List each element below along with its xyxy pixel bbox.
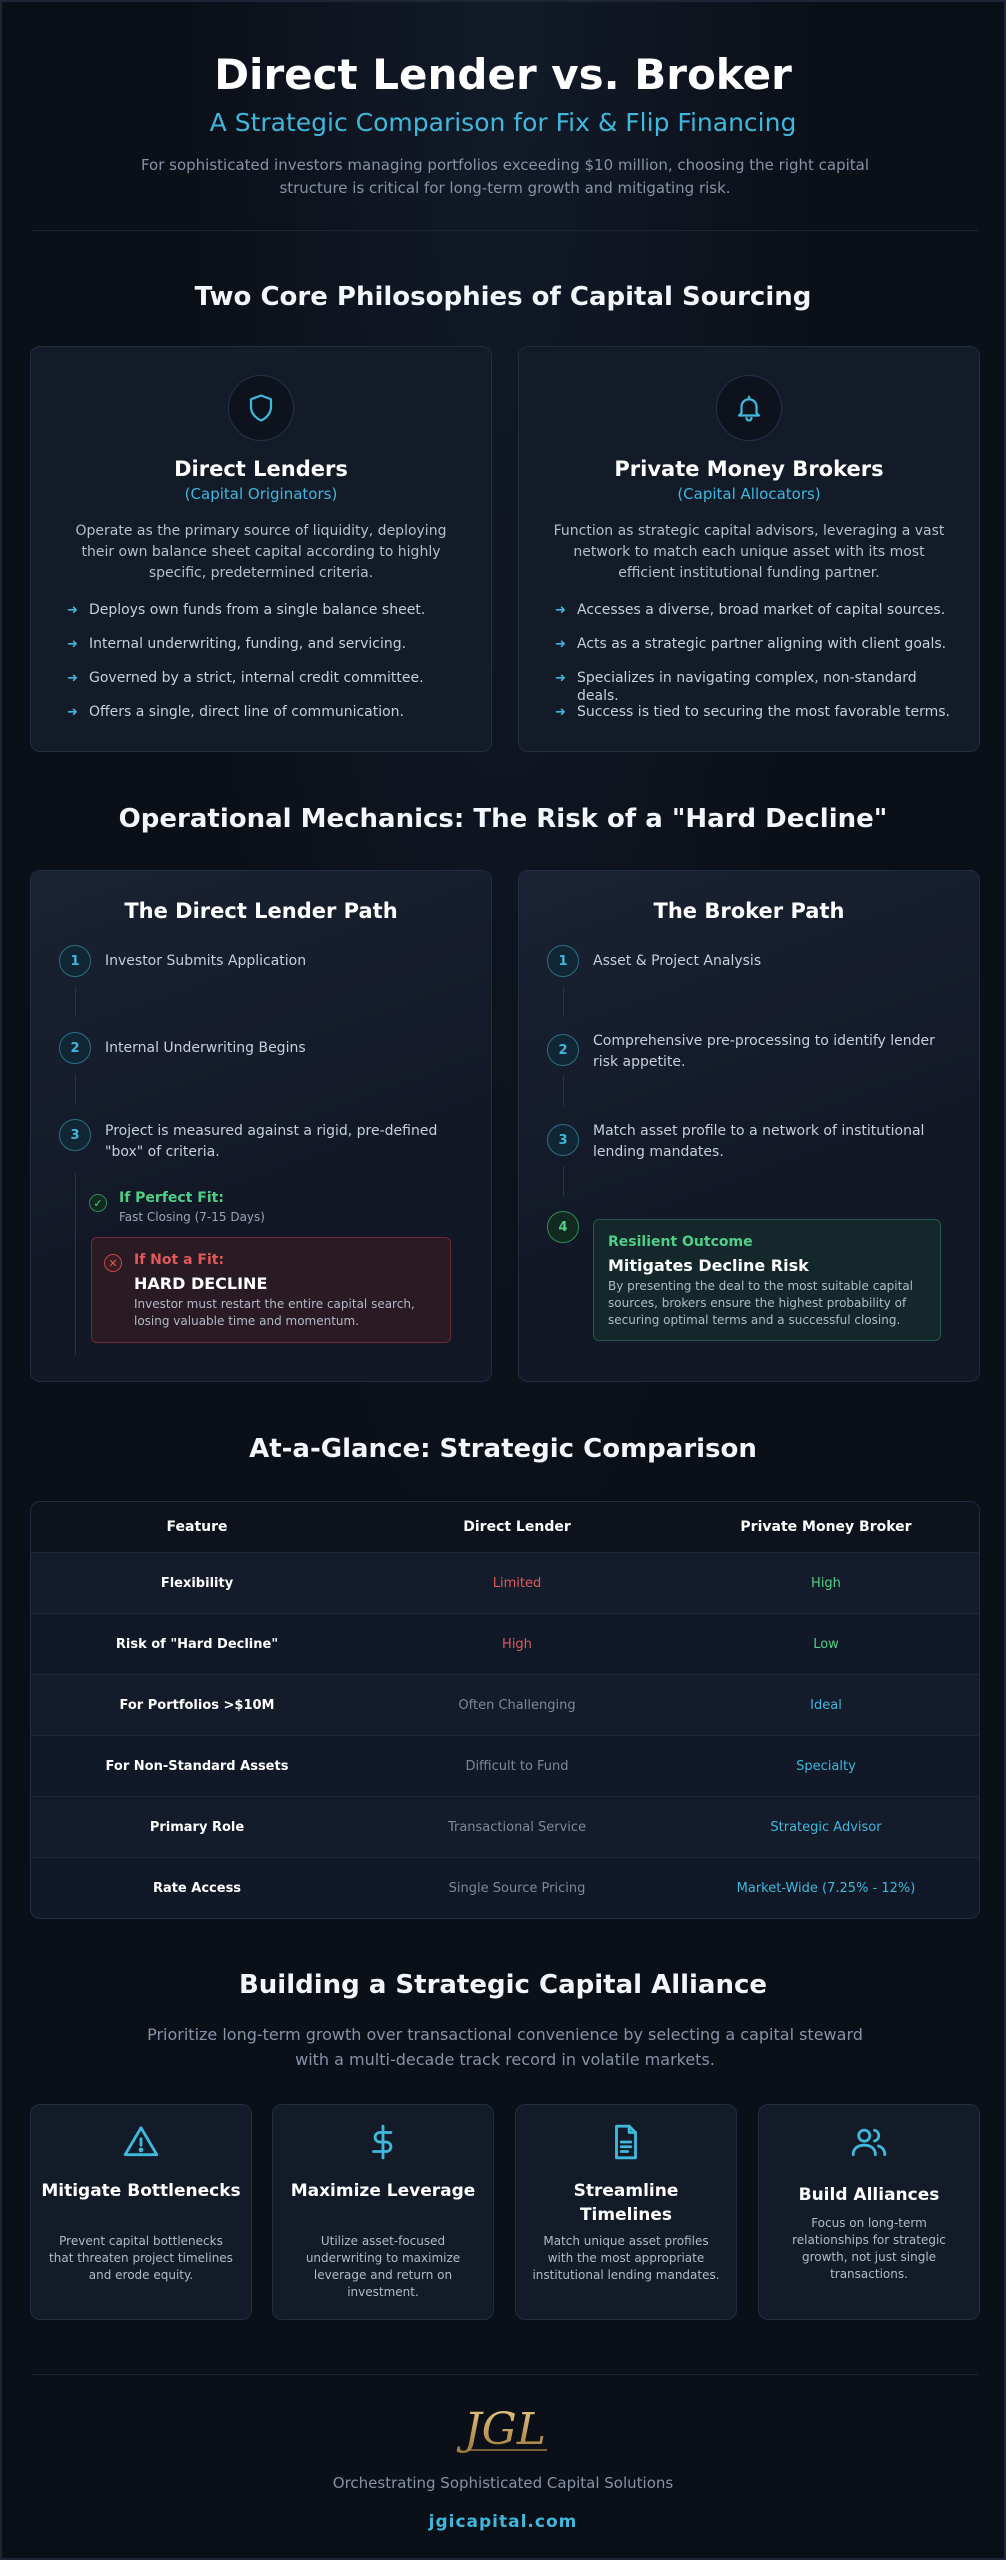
arrow-icon: ➜: [555, 637, 566, 652]
arrow-icon: ➜: [67, 603, 78, 618]
step-text: Investor Submits Application: [105, 953, 307, 969]
dollar-icon: [273, 2123, 493, 2161]
perfect-fit-detail: Fast Closing (7-15 Days): [119, 1210, 265, 1224]
broker-cell: Market-Wide (7.25% - 12%): [736, 1880, 916, 1896]
card-title: Mitigate Bottlenecks: [41, 2181, 241, 2201]
outcome-label: Resilient Outcome: [608, 1234, 753, 1250]
step-connector: [75, 1074, 76, 1104]
path-title: The Broker Path: [653, 899, 845, 923]
feature-cell: Flexibility: [160, 1575, 234, 1591]
maximize-leverage-card: [272, 2104, 494, 2320]
section-title-philosophies: Two Core Philosophies of Capital Sourcing: [194, 282, 812, 312]
card-description: Prevent capital bottlenecks that threaten project timelines and erode equity.: [49, 2234, 233, 2282]
arrow-icon: ➜: [555, 603, 566, 618]
private-money-brokers-card: [518, 346, 980, 752]
broker-path-card: [518, 870, 980, 1382]
table-row: [31, 1857, 979, 1918]
table-row: [31, 1674, 979, 1735]
warning-triangle-icon: [31, 2123, 251, 2161]
column-header: Private Money Broker: [740, 1519, 912, 1535]
list-item: ➜ Accesses a diverse, broad market of capital sources.: [555, 602, 946, 618]
streamline-timelines-card: [515, 2104, 737, 2320]
column-header: Direct Lender: [463, 1519, 571, 1535]
perfect-fit-label: If Perfect Fit:: [119, 1190, 224, 1206]
card-tag: (Capital Allocators): [677, 485, 821, 503]
step-text: Match asset profile to a network of institutional lending mandates.: [593, 1123, 925, 1160]
step-text: Internal Underwriting Begins: [105, 1040, 306, 1056]
column-header: Feature: [166, 1519, 228, 1535]
feature-cell: Rate Access: [152, 1880, 242, 1896]
mitigate-bottlenecks-card: [30, 2104, 252, 2320]
step-number: 3: [547, 1124, 579, 1156]
list-item: ➜ Acts as a strategic partner aligning with client goals.: [555, 636, 947, 652]
card-title: Private Money Brokers: [614, 457, 884, 481]
lender-cell: Transactional Service: [447, 1819, 587, 1835]
hard-decline-box: [91, 1237, 451, 1343]
arrow-icon: ➜: [67, 671, 78, 686]
footer-tagline: Orchestrating Sophisticated Capital Solutions: [332, 2474, 674, 2492]
feature-cell: For Non-Standard Assets: [105, 1758, 289, 1774]
list-item: ➜ Deploys own funds from a single balance sheet.: [67, 602, 426, 618]
step-connector: [75, 987, 76, 1017]
step-connector: [563, 1166, 564, 1196]
document-icon: [516, 2123, 736, 2161]
feature-cell: Primary Role: [149, 1819, 245, 1835]
branch-connector: [75, 1173, 76, 1355]
hero-description: For sophisticated investors managing portfolios exceeding $10 million, choosing the right capital structure is critical for long-term growth and mitigating risk.: [140, 156, 870, 197]
list-item: ➜ Internal underwriting, funding, and servicing.: [67, 636, 407, 652]
step-number: 1: [59, 945, 91, 977]
hard-decline-description: Investor must restart the entire capital search, losing valuable time and momentum.: [134, 1297, 415, 1328]
arrow-icon: ➜: [555, 671, 566, 686]
card-title: Build Alliances: [798, 2185, 940, 2205]
card-description: Function as strategic capital advisors, leveraging a vast network to match each unique asset with its most efficient institutional funding partner.: [553, 523, 945, 581]
comparison-table: [30, 1501, 980, 1919]
card-tag: (Capital Originators): [184, 485, 338, 503]
table-header: [31, 1502, 979, 1552]
broker-cell: Low: [813, 1636, 839, 1652]
table-row: [31, 1613, 979, 1674]
outcome-title: Mitigates Decline Risk: [608, 1256, 809, 1275]
table-row: [31, 1796, 979, 1857]
x-icon: ✕: [104, 1254, 122, 1272]
list-item: ➜ Governed by a strict, internal credit committee.: [67, 670, 424, 686]
list-item: ➜ Specializes in navigating complex, non-standard deals.: [555, 670, 917, 704]
bullet-list: [67, 601, 471, 737]
page-title: Direct Lender vs. Broker: [214, 50, 792, 99]
card-title: Maximize Leverage: [290, 2181, 476, 2201]
lender-cell: Limited: [492, 1575, 542, 1591]
card-description: Operate as the primary source of liquidity, deploying their own balance sheet capital according to highly specific, predetermined criteria.: [75, 523, 447, 581]
alliance-description: Prioritize long-term growth over transactional convenience by selecting a capital steward with a multi-decade track record in volatile markets.: [147, 2025, 863, 2069]
users-icon: [759, 2123, 979, 2161]
divider: [32, 230, 978, 231]
section-title-comparison: At-a-Glance: Strategic Comparison: [249, 1434, 757, 1464]
resilient-outcome-box: [593, 1219, 941, 1341]
arrow-icon: ➜: [67, 705, 78, 720]
step-number: 3: [59, 1119, 91, 1151]
feature-cell: For Portfolios >$10M: [119, 1697, 275, 1713]
path-title: The Direct Lender Path: [124, 899, 398, 923]
card-description: Utilize asset-focused underwriting to maximize leverage and return on investment.: [305, 2234, 461, 2299]
bell-icon: [716, 375, 782, 441]
table-row: [31, 1552, 979, 1613]
shield-icon: [228, 375, 294, 441]
logo-text: JGL: [463, 2404, 547, 2455]
card-description: Match unique asset profiles with the most appropriate institutional lending mandates.: [532, 2234, 720, 2282]
outcome-description: By presenting the deal to the most suitable capital sources, brokers ensure the highest probability of securing optimal terms and a successful closing.: [608, 1279, 914, 1327]
feature-cell: Risk of "Hard Decline": [115, 1636, 279, 1652]
step-number: 2: [547, 1034, 579, 1066]
lender-cell: Often Challenging: [458, 1697, 576, 1713]
direct-lender-path-card: [30, 870, 492, 1382]
broker-cell: Strategic Advisor: [770, 1819, 882, 1835]
broker-cell: Ideal: [810, 1697, 842, 1713]
broker-cell: Specialty: [796, 1758, 856, 1774]
step-number: 1: [547, 945, 579, 977]
step-text: Asset & Project Analysis: [593, 953, 762, 969]
hard-decline-title: HARD DECLINE: [134, 1274, 268, 1293]
card-title: Streamline Timelines: [573, 2181, 679, 2225]
lender-cell: Difficult to Fund: [465, 1758, 569, 1774]
divider: [32, 2374, 978, 2375]
check-icon: ✓: [89, 1194, 107, 1212]
step-number: 4: [547, 1211, 579, 1243]
website-link[interactable]: jgicapital.com: [428, 2512, 578, 2532]
table-row: [31, 1735, 979, 1796]
not-fit-label: If Not a Fit:: [134, 1252, 225, 1268]
bullet-list: [555, 601, 959, 737]
list-item: ➜ Offers a single, direct line of communication.: [67, 704, 405, 720]
lender-cell: Single Source Pricing: [448, 1880, 586, 1896]
step-text: Comprehensive pre-processing to identify lender risk appetite.: [593, 1033, 935, 1070]
arrow-icon: ➜: [67, 637, 78, 652]
direct-lenders-card: [30, 346, 492, 752]
section-title-alliance: Building a Strategic Capital Alliance: [238, 1970, 768, 2000]
step-number: 2: [59, 1032, 91, 1064]
card-title: Direct Lenders: [174, 457, 348, 481]
build-alliances-card: [758, 2104, 980, 2320]
lender-cell: High: [502, 1636, 532, 1652]
step-text: Project is measured against a rigid, pre-defined "box" of criteria.: [105, 1123, 438, 1160]
section-title-mechanics: Operational Mechanics: The Risk of a "Hard Decline": [118, 804, 888, 834]
broker-cell: High: [811, 1575, 841, 1591]
list-item: ➜ Success is tied to securing the most favorable terms.: [555, 704, 950, 720]
company-logo: [455, 2400, 555, 2456]
arrow-icon: ➜: [555, 705, 566, 720]
step-connector: [563, 1076, 564, 1106]
card-description: Focus on long-term relationships for strategic growth, not just single transactions.: [792, 2216, 946, 2281]
step-connector: [563, 987, 564, 1017]
page-subtitle: A Strategic Comparison for Fix & Flip Financing: [209, 108, 797, 137]
